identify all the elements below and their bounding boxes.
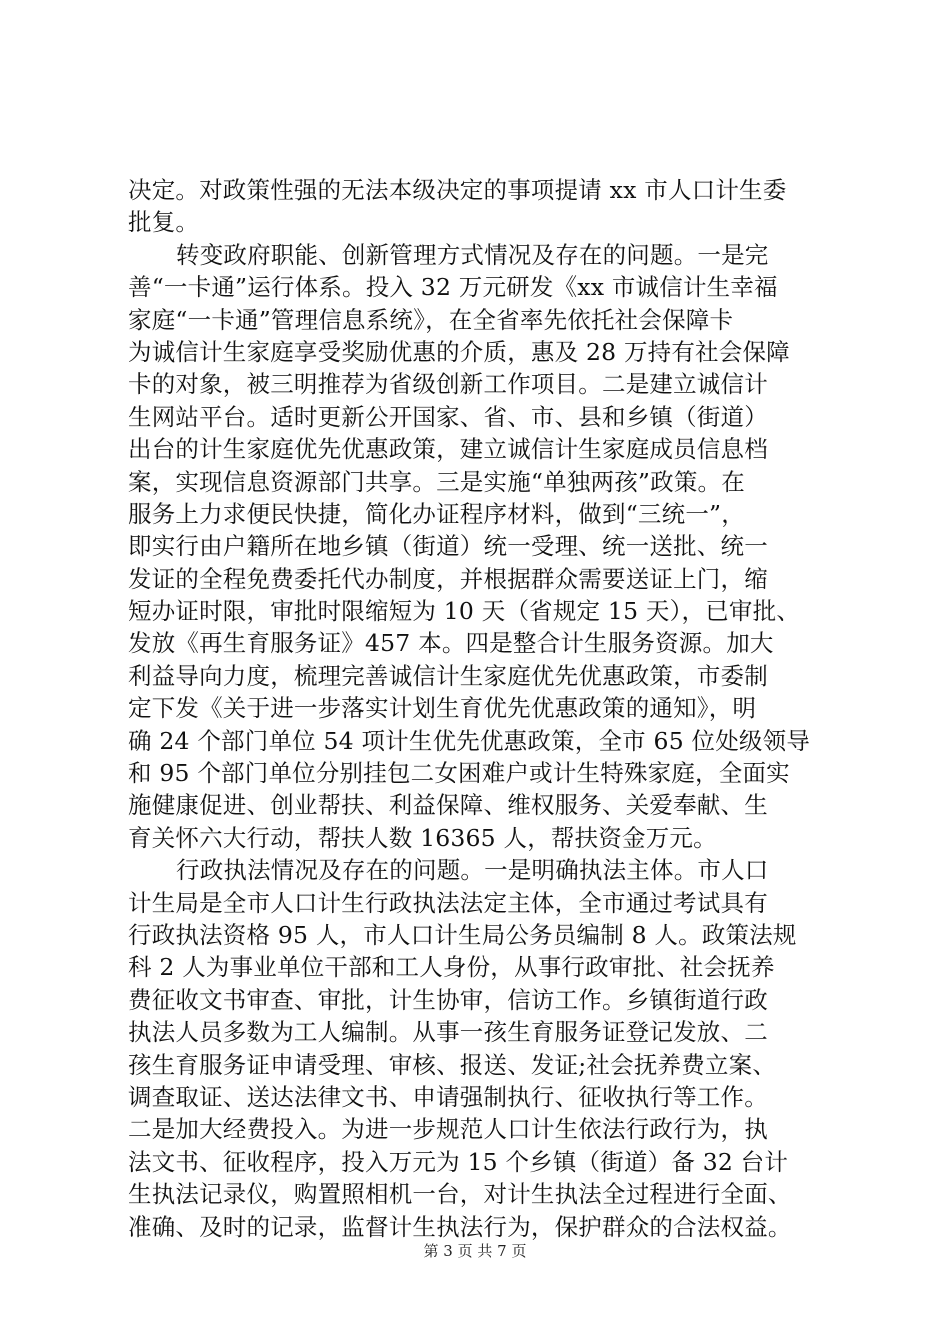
text-line: 定下发《关于进一步落实计划生育优先优惠政策的通知》，明 [128,694,757,723]
text-line: 二是加大经费投入。为进一步规范人口计生依法行政行为，执 [128,1115,768,1144]
text-line: 短办证时限，审批时限缩短为 10 天（省规定 15 天），已审批、 [128,597,801,626]
text-line: 调查取证、送达法律文书、申请强制执行、征收执行等工作。 [128,1082,768,1111]
text-line: 计生局是全市人口计生行政执法法定主体，全市通过考试具有 [128,888,768,917]
text-line: 发证的全程免费委托代办制度，并根据群众需要送证上门，缩 [128,564,768,593]
text-line: 批复。 [128,208,200,237]
text-line: 育关怀六大行动，帮扶人数 16365 人，帮扶资金万元。 [128,823,717,852]
document-body [128,174,840,1243]
text-line: 孩生育服务证申请受理、审核、报送、发证;社会抚养费立案、 [128,1050,777,1079]
text-line: 发放《再生育服务证》457 本。四是整合计生服务资源。加大 [128,629,774,658]
text-line: 卡的对象，被三明推荐为省级创新工作项目。二是建立诚信计 [128,370,768,399]
text-line: 生网站平台。适时更新公开国家、省、市、县和乡镇（街道） [128,402,768,431]
text-line: 决定。对政策性强的无法本级决定的事项提请 xx 市人口计生委 [128,176,787,204]
text-line: 执法人员多数为工人编制。从事一孩生育服务证登记发放、二 [128,1018,768,1047]
text-line: 服务上力求便民快捷，简化办证程序材料，做到“三统一”， [128,499,745,528]
text-line: 家庭“一卡通”管理信息系统》，在全省率先依托社会保障卡 [128,305,734,334]
text-line: 案，实现信息资源部门共享。三是实施“单独两孩”政策。在 [128,467,745,496]
text-line: 准确、及时的记录，监督计生执法行为，保护群众的合法权益。 [128,1212,792,1241]
text-line: 出台的计生家庭优先优惠政策，建立诚信计生家庭成员信息档 [128,435,768,464]
text-line: 施健康促进、创业帮扶、利益保障、维权服务、关爱奉献、生 [128,791,768,820]
text-line: 为诚信计生家庭享受奖励优惠的介质，惠及 28 万持有社会保障 [128,337,790,366]
text-line: 善“一卡通”运行体系。投入 32 万元研发《xx 市诚信计生幸福 [128,273,778,302]
text-line: 法文书、征收程序，投入万元为 15 个乡镇（街道）备 32 台计 [128,1147,789,1176]
paragraph-start-line: 行政执法情况及存在的问题。一是明确执法主体。市人口 [176,856,769,885]
text-line: 利益导向力度，梳理完善诚信计生家庭优先优惠政策，市委制 [128,661,768,690]
text-line: 确 24 个部门单位 54 项计生优先优惠政策，全市 65 位处级领导 [128,726,811,755]
page-number-footer: 第 3 页 共 7 页 [423,1242,527,1260]
text-line: 生执法记录仪，购置照相机一台，对计生执法全过程进行全面、 [128,1180,792,1209]
paragraph-start-line: 转变政府职能、创新管理方式情况及存在的问题。一是完 [176,240,769,269]
text-line: 费征收文书审查、审批，计生协审，信访工作。乡镇街道行政 [128,985,768,1014]
text-line: 行政执法资格 95 人，市人口计生局公务员编制 8 人。政策法规 [128,920,797,949]
text-line: 即实行由户籍所在地乡镇（街道）统一受理、统一送批、统一 [128,532,768,561]
text-line: 科 2 人为事业单位干部和工人身份，从事行政审批、社会抚养 [128,953,775,982]
text-line: 和 95 个部门单位分别挂包二女困难户或计生特殊家庭，全面实 [128,759,790,788]
